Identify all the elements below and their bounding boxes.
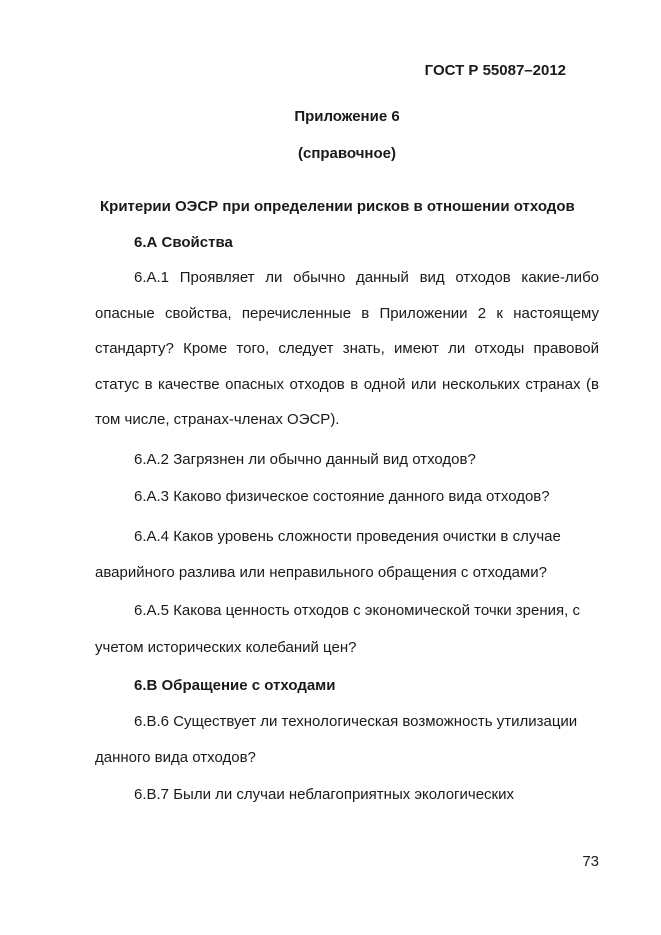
item-6a3: 6.А.3 Каково физическое состояние данного вида отходов? bbox=[134, 488, 550, 505]
appendix-title: Приложение 6 bbox=[294, 108, 400, 125]
item-6a4-line1: 6.А.4 Каков уровень сложности проведения очистки в случае bbox=[134, 528, 561, 545]
section-b-heading: 6.В Обращение с отходами bbox=[134, 677, 336, 694]
item-6b7-line1: 6.В.7 Были ли случаи неблагоприятных экологических bbox=[134, 786, 515, 803]
page-number: 73 bbox=[582, 853, 599, 870]
document-code: ГОСТ Р 55087–2012 bbox=[424, 62, 566, 79]
item-6a5-line2: учетом исторических колебаний цен? bbox=[95, 639, 357, 656]
item-6b6-line2: данного вида отходов? bbox=[95, 749, 256, 766]
appendix-kind: (справочное) bbox=[298, 145, 396, 162]
item-6b6-line1: 6.В.6 Существует ли технологическая возможность утилизации bbox=[134, 713, 578, 730]
item-6a4-line2: аварийного разлива или неправильного обращения с отходами? bbox=[95, 564, 547, 581]
main-heading: Критерии ОЭСР при определении рисков в отношении отходов bbox=[100, 198, 575, 215]
item-6a2: 6.А.2 Загрязнен ли обычно данный вид отходов? bbox=[134, 451, 476, 468]
item-6a5-line1: 6.А.5 Какова ценность отходов с экономической точки зрения, с bbox=[134, 602, 580, 619]
section-a-heading: 6.А Свойства bbox=[134, 234, 233, 251]
item-6a1-paragraph: 6.А.1 Проявляет ли обычно данный вид отходов какие-либо опасные свойства, перечисленные в Приложении 2 к настоящему стандарту? Кроме того, следует знать, имеют ли отходы правовой статус в качестве опасных отходов в одной или нескольких странах (в том числе, странах-членах ОЭСР). bbox=[95, 269, 599, 428]
